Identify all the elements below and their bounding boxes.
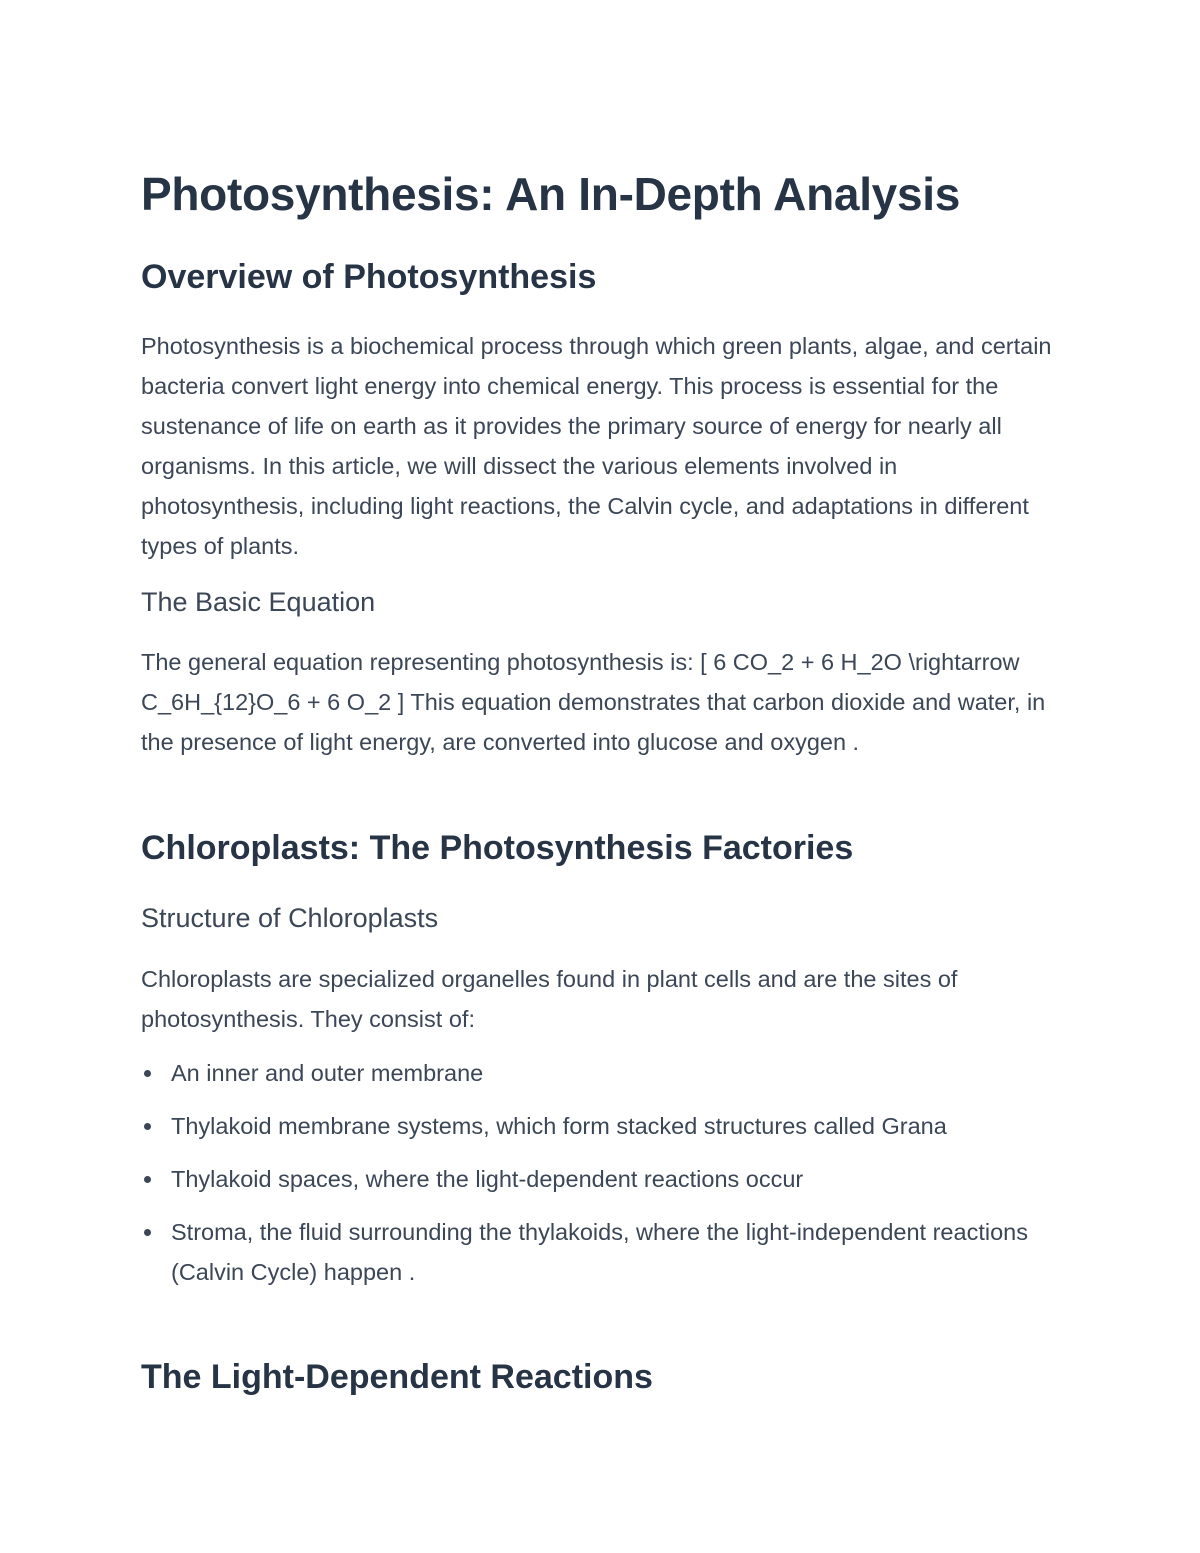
bullet-dot-icon [144,1229,151,1236]
bullet-dot-icon [144,1123,151,1130]
bullet-dot-icon [144,1176,151,1183]
list-item [141,1212,1056,1292]
bullet-dot-icon [144,1070,151,1077]
chloroplasts-paragraph: Chloroplasts are specialized organelles found in plant cells and are the sites of photosynthesis. They consist of: [141,966,958,1032]
section-heading-light-dependent-reactions: The Light-Dependent Reactions [141,1358,653,1396]
subheading-structure-of-chloroplasts: Structure of Chloroplasts [141,903,439,933]
list-item-text: Stroma, the fluid surrounding the thylakoids, where the light-independent reactions (Calvin Cycle) happen . [171,1219,1028,1285]
equation-paragraph: The general equation representing photosynthesis is: [ 6 CO_2 + 6 H_2O \rightarrow C_6H_{12}O_6 + 6 O_2 ] This equation demonstrates that carbon dioxide and water, in the presence of light energy, are converted into glucose and oxygen . [141,649,1046,755]
section-heading-chloroplasts: Chloroplasts: The Photosynthesis Factories [141,829,854,867]
list-item [141,1053,1056,1093]
list-item [141,1106,1056,1146]
document-title: Photosynthesis: An In-Depth Analysis [141,168,960,220]
chloroplast-structure-list [141,1053,1056,1305]
list-item-text: Thylakoid spaces, where the light-dependent reactions occur [171,1166,804,1192]
overview-paragraph: Photosynthesis is a biochemical process through which green plants, algae, and certain bacteria convert light energy into chemical energy. This process is essential for the sustenance of life on earth as it provides the primary source of energy for nearly all organisms. In this article, we will dissect the various elements involved in photosynthesis, including light reactions, the Calvin cycle, and adaptations in different types of plants. [141,333,1052,559]
list-item-text: An inner and outer membrane [171,1060,484,1086]
list-item [141,1159,1056,1199]
list-item-text: Thylakoid membrane systems, which form stacked structures called Grana [171,1113,947,1139]
subheading-basic-equation: The Basic Equation [141,587,376,617]
section-heading-overview: Overview of Photosynthesis [141,258,597,296]
